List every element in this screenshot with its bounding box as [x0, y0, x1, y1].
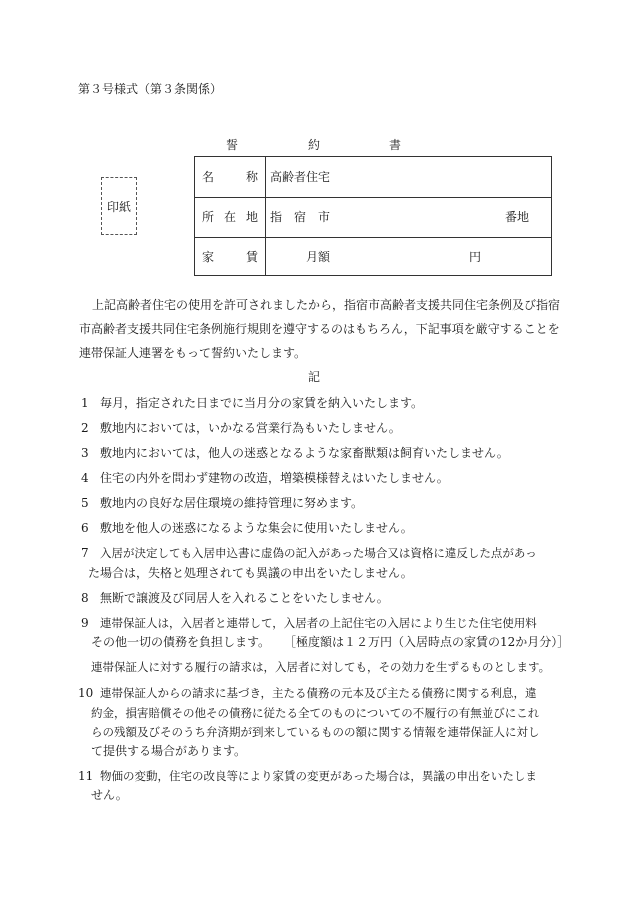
address-label-char: 地 [246, 210, 259, 224]
table-column-divider [265, 157, 266, 275]
form-number: 第３号様式（第３条関係） [78, 82, 223, 96]
item-number: 11 [78, 769, 94, 783]
item-text: 無断で譲渡及び同居人を入れることをいたしません。 [100, 591, 389, 605]
item-text: 物価の変動，住宅の改良等により家賃の変更があった場合は，異議の申出をいたしま [100, 769, 537, 783]
address-city-char: 宿 [294, 210, 307, 224]
item-text: 敷地内においては，他人の迷惑となるような家畜獣類は飼育いたしません。 [100, 446, 509, 460]
address-city-char: 指 [270, 210, 283, 224]
item-note: ［極度額は１２万円（入居時点の家賃の12か月分）］ [284, 635, 570, 649]
title-char-1: 誓 [226, 138, 239, 152]
intro-line: 市高齢者支援共同住宅条例施行規則を遵守するのはもちろん，下記事項を厳守することを [79, 322, 560, 336]
item-number: 9 [81, 616, 89, 630]
item-text: 敷地を他人の迷惑になるような集会に使用いたしません。 [100, 521, 413, 535]
item-text: 敷地内においては，いかなる営業行為もいたしません。 [100, 421, 401, 435]
item-text: 毎月，指定された日までに当月分の家賃を納入いたします。 [100, 396, 424, 410]
address-suffix: 番地 [505, 210, 530, 224]
item-text: 入居が決定しても入居申込書に虚偽の記入があった場合又は資格に違反した点があっ [100, 546, 537, 560]
table-row-divider [195, 237, 551, 238]
intro-line: 上記高齢者住宅の使用を許可されましたから，指宿市高齢者支援共同住宅条例及び指宿 [92, 298, 561, 312]
item-text: た場合は，失格と処理されても異議の申出をいたしません。 [88, 566, 413, 580]
item-text: 敷地内の良好な居住環境の維持管理に努めます。 [100, 496, 364, 510]
address-label-char: 所 [202, 210, 215, 224]
item-number: 6 [81, 521, 89, 535]
name-label-char: 称 [246, 170, 259, 184]
item-text: て提供する場合があります。 [91, 744, 247, 758]
address-city-char: 市 [318, 210, 331, 224]
rent-label-char: 家 [202, 250, 215, 264]
item-text: せん。 [91, 788, 128, 802]
item-text: 連帯保証人に対する履行の請求は，入居者に対しても，その効力を生ずるものとします。 [91, 660, 551, 674]
name-value: 高齢者住宅 [270, 170, 331, 184]
item-number: 2 [81, 421, 89, 435]
table-row-divider [195, 197, 551, 198]
revenue-stamp-label: 印紙 [107, 200, 132, 214]
item-number: 1 [81, 396, 89, 410]
item-number: 8 [81, 591, 89, 605]
item-number: 7 [81, 546, 89, 560]
item-text: その他一切の債務を負担します。 [91, 635, 271, 649]
address-label-char: 在 [224, 210, 237, 224]
title-char-2: 約 [308, 138, 321, 152]
item-number: 5 [81, 496, 89, 510]
rent-monthly-label: 月額 [306, 250, 331, 264]
ki-heading: 記 [308, 370, 321, 384]
item-text: らの残額及びそのうち弁済期が到来しているものの額に関する情報を連帯保証人に対し [91, 725, 540, 739]
item-number: 10 [78, 686, 94, 700]
item-text: 連帯保証人からの請求に基づき，主たる債務の元本及び主たる債務に関する利息，違 [100, 686, 537, 700]
item-text: 約金，損害賠償その他その債務に従たる全てのものについての不履行の有無並びにこれ [91, 706, 540, 720]
item-text: 連帯保証人は，入居者と連帯して，入居者の上記住宅の入居により生じた住宅使用料 [100, 616, 537, 630]
item-number: 3 [81, 446, 89, 460]
rent-unit: 円 [469, 250, 482, 264]
item-number: 4 [81, 471, 89, 485]
item-text: 住宅の内外を問わず建物の改造，増築模様替えはいたしません。 [100, 471, 449, 485]
name-label-char: 名 [202, 170, 215, 184]
intro-line: 連帯保証人連署をもって誓約いたします。 [79, 346, 307, 360]
title-char-3: 書 [389, 138, 402, 152]
rent-label-char: 賃 [246, 250, 259, 264]
